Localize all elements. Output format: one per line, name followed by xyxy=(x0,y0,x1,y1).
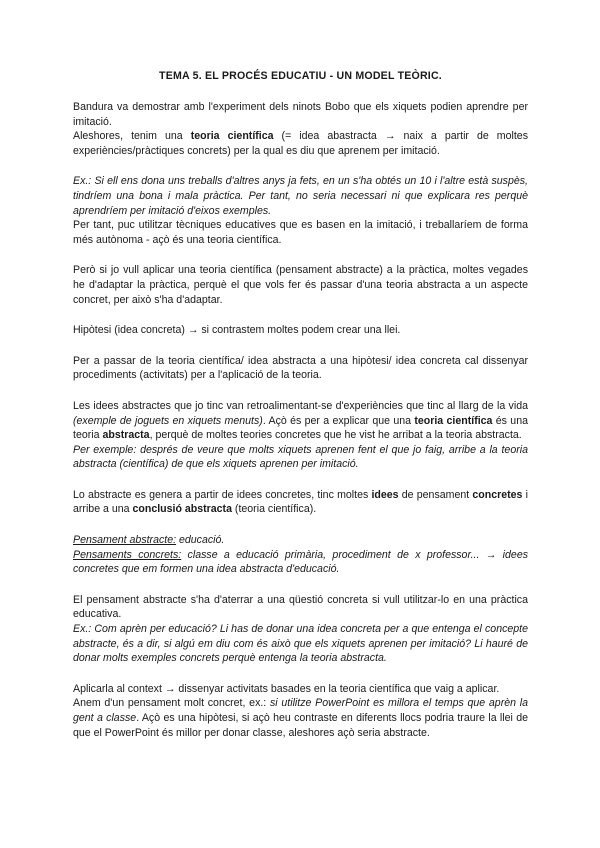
paragraph-abstract-ideas: Les idees abstractes que jo tinc van retroalimentant-se d'experiències que tinc al llarg de la vida (exemple de joguets en xiquets menuts). Açò és per a explicar que una teoria científica és una teoria abstracta, perquè de moltes teories concretes que he vist he arribat a la teoria abstracta. xyxy=(73,399,528,442)
page-title: TEMA 5. EL PROCÉS EDUCATIU - UN MODEL TEÒRIC. xyxy=(159,70,442,82)
paragraph-landing: El pensament abstracte s'ha d'aterrar a una qüestió concreta si vull utilitzar-lo en una pràctica educativa. xyxy=(73,593,528,621)
paragraph-scientific-theory: Aleshores, tenim una teoria científica (= idea abastracta → naix a partir de moltes experiències/pràctiques concrets) per la qual es diu que aprenem per imitació. xyxy=(73,130,528,157)
example-paragraph: Per exemple: després de veure que molts xiquets aprenen fent el que jo faig, arribe a la teoria abstracta (científica) de que els xiquets aprenen per imitació. xyxy=(73,443,528,471)
example-paragraph: Ex.: Com aprèn per educació? Li has de donar una idea concreta per a que entenga el concepte abstracte, és a dir, si algú em diu com és això que els xiquets aprenen per imitació? Li hauré de donar molts exemples concrets perquè entenga la teoria abstracta. xyxy=(73,623,528,665)
definition-abstract: Pensament abstracte: educació. xyxy=(73,534,225,547)
paragraph-apply-theory: Però si jo vull aplicar una teoria científica (pensament abstracte) a la pràctica, moltes vegades he d'adaptar la pràctica, perquè el que vols fer és passar d'una teoria abstracta a un aspecte concret, per això s'ha d'adaptar. xyxy=(73,264,528,306)
bold-term: teoria científica xyxy=(190,130,274,143)
example-paragraph: Ex.: Si ell ens dona uns treballs d'altres anys ja fets, en un s'ha obtés un 10 i l'altre està suspès, tindríem una bona i mala pràctica. Per tant, no seria necessari ni que explicara res perquè aprendríem per imitació d'eixos exemples. xyxy=(73,175,528,217)
paragraph-apply-context: Aplicarla al context → dissenyar activitats basades en la teoria científica que vaig a aplicar. xyxy=(73,682,500,695)
paragraph-hypothesis: Hipòtesi (idea concreta) → si contrastem moltes podem crear una llei. xyxy=(73,324,401,337)
definition-concrete: Pensaments concrets: classe a educació primària, procediment de x professor... → idees concretes que em formen una idea abstracta d'educació. xyxy=(73,548,529,576)
paragraph-bandura: Bandura va demostrar amb l'experiment dels ninots Bobo que els xiquets podien aprendre per imitació. xyxy=(73,101,528,128)
paragraph-powerpoint: Anem d'un pensament molt concret, ex.: si utilitze PowerPoint es millora el temps que aprèn la gent a classe. Açò es una hipòtesi, si açò heu contraste en diferents llocs podria traure la llei de que el PowerPoint és millor per donar classe, aleshores açò seria abstracte. xyxy=(73,697,528,739)
paragraph-techniques: Per tant, puc utilitzar tècniques educatives que es basen en la imitació, i treballaríem de forma més autònoma - açò és una teoria científica. xyxy=(73,219,528,246)
paragraph-procedures: Per a passar de la teoria científica/ idea abstracta a una hipòtesi/ idea concreta cal dissenyar procediments (activitats) per a l'aplicació de la teoria. xyxy=(73,354,528,382)
paragraph-abstract-generation: Lo abstracte es genera a partir de idees concretes, tinc moltes idees de pensament concretes i arribe a una conclusió abstracta (teoria científica). xyxy=(73,488,529,516)
